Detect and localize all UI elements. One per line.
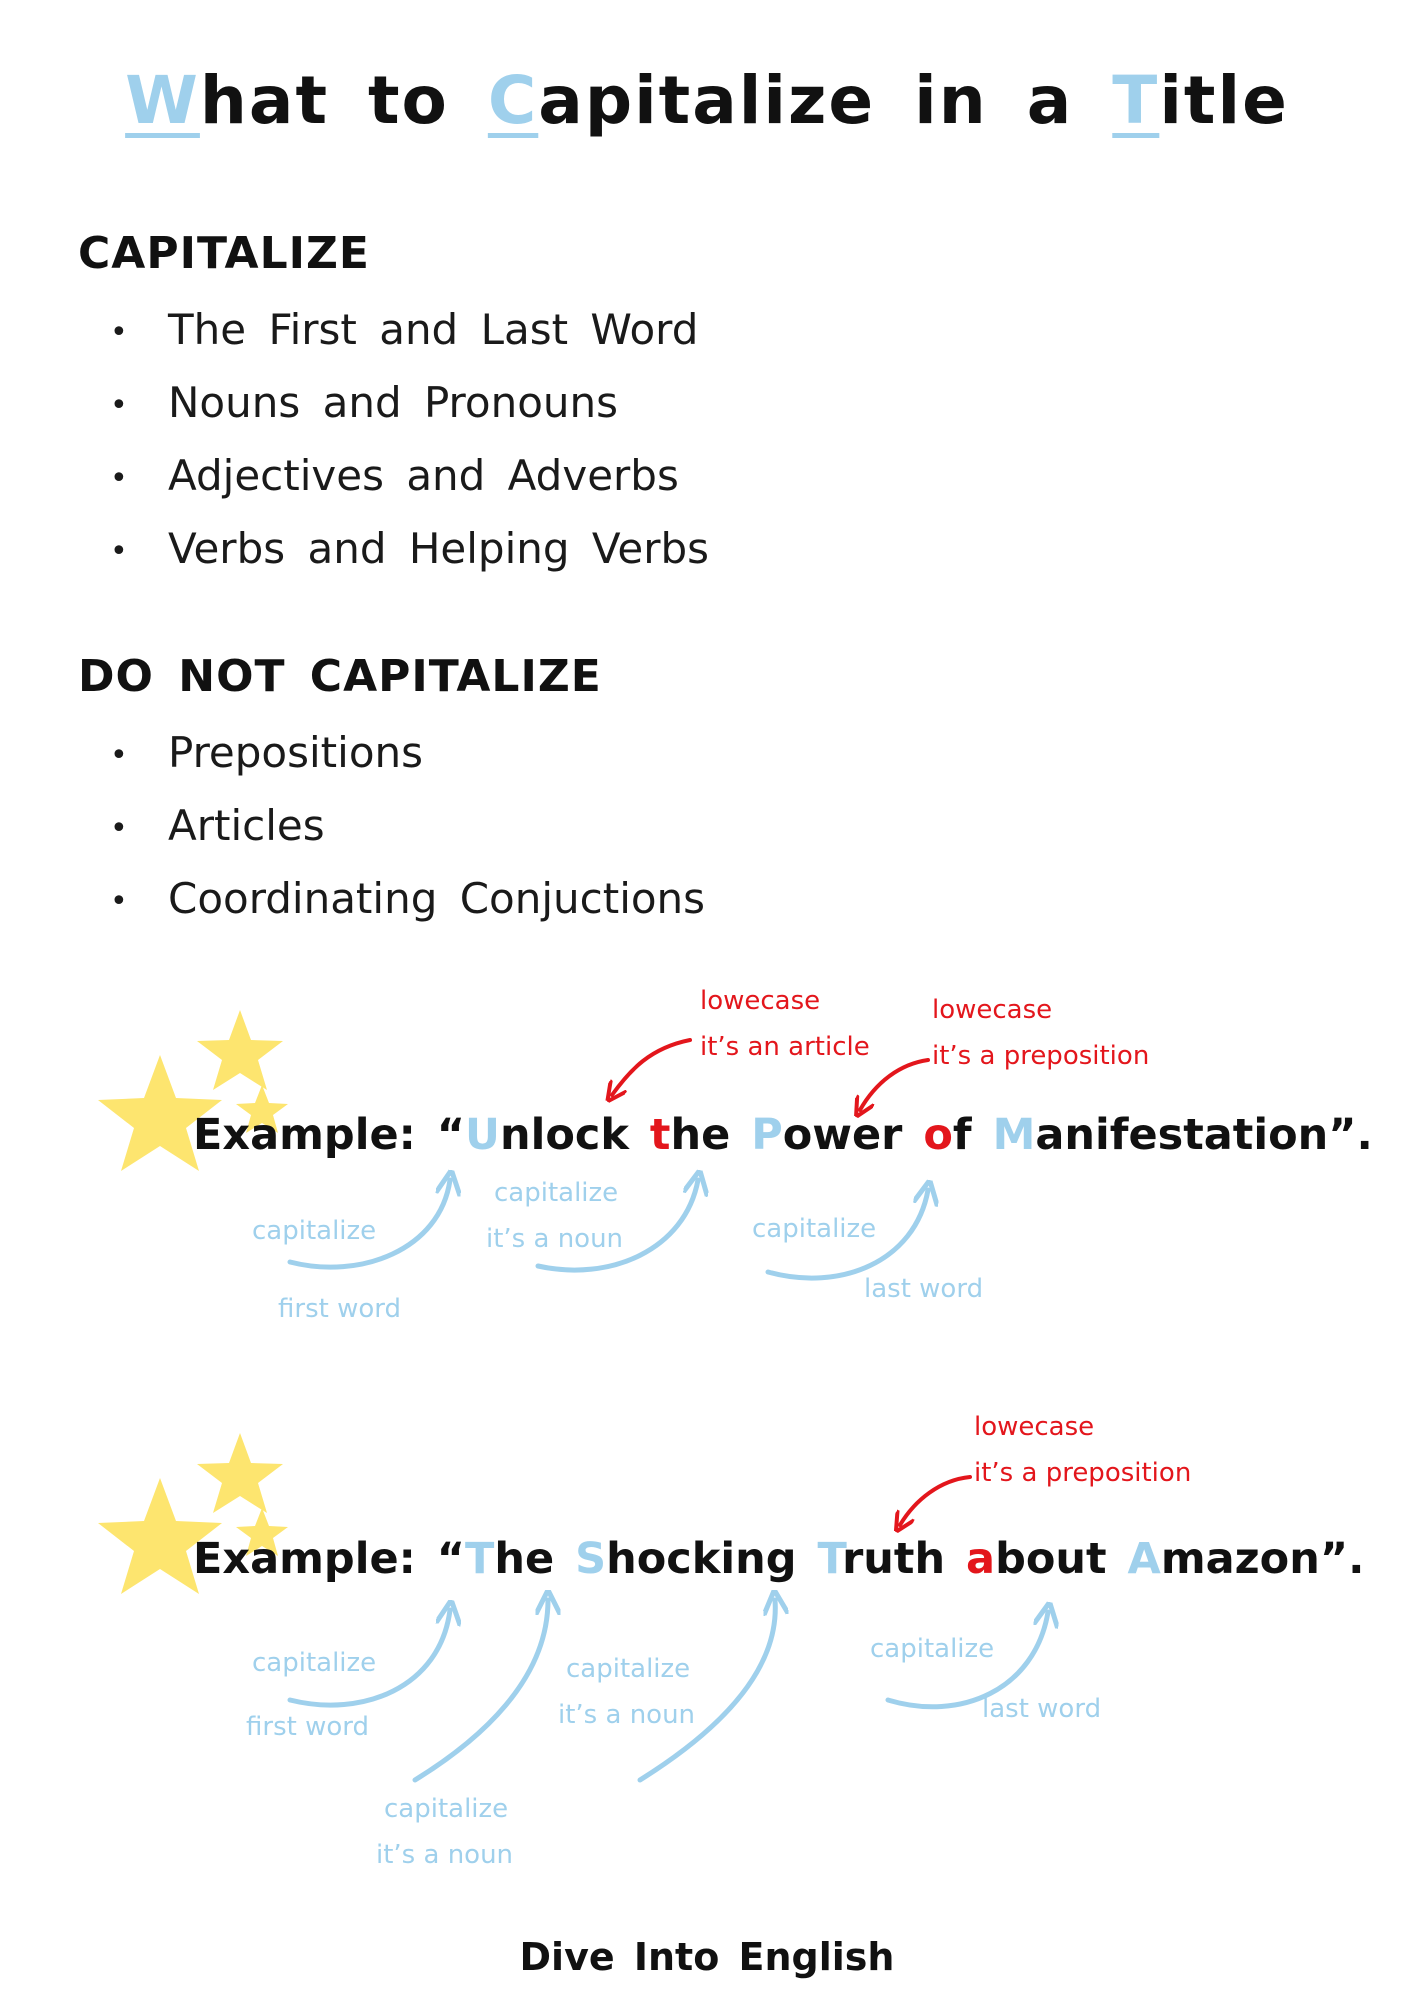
- footer-brand: Dive Into English: [519, 1935, 895, 1979]
- annotation-preposition: lowecase it’s a preposition: [932, 995, 1150, 1071]
- capitalized-letter: S: [575, 1534, 607, 1584]
- capitalized-letter: T: [817, 1534, 843, 1584]
- annotation-noun: capitalize it’s a noun: [558, 1654, 696, 1730]
- example-sentence-2: Example: “The Shocking Truth about Amazon”.: [193, 1534, 1365, 1584]
- lowercase-letter: a: [966, 1534, 996, 1584]
- annotation-preposition: lowecase it’s a preposition: [974, 1412, 1192, 1488]
- highlighted-letter: C: [487, 62, 539, 139]
- capitalized-letter: U: [465, 1110, 500, 1160]
- list-item: • Articles: [110, 789, 705, 862]
- bullet-icon: •: [110, 884, 128, 919]
- text-run: he: [670, 1110, 752, 1160]
- list-item: • The First and Last Word: [110, 293, 709, 366]
- list-item: • Coordinating Conjuctions: [110, 862, 705, 935]
- text-run: “: [436, 1534, 466, 1584]
- text-run: anifestation”.: [1035, 1110, 1373, 1160]
- example-sentence-1: Example: “Unlock the Power of Manifestation”.: [193, 1110, 1373, 1160]
- list-item: • Prepositions: [110, 716, 705, 789]
- text-run: f: [952, 1110, 993, 1160]
- text-run: ruth: [842, 1534, 967, 1584]
- curved-arrow-icon: [860, 1060, 928, 1110]
- capitalized-letter: A: [1127, 1534, 1161, 1584]
- text-run: mazon”.: [1160, 1534, 1365, 1584]
- capitalized-letter: P: [751, 1110, 783, 1160]
- bullet-icon: •: [110, 534, 128, 569]
- text-run: bout: [995, 1534, 1128, 1584]
- text-run: apitalize in a: [538, 62, 1113, 139]
- highlighted-letter: T: [1112, 62, 1160, 139]
- annotation-noun: capitalize it’s a noun: [376, 1794, 514, 1870]
- text-run: nlock: [499, 1110, 650, 1160]
- annotation-first-word: capitalize first word: [246, 1648, 377, 1742]
- bullet-icon: •: [110, 315, 128, 350]
- curved-arrow-icon: [415, 1600, 548, 1780]
- text-run: hat to: [199, 62, 488, 139]
- lowercase-letter: o: [923, 1110, 953, 1160]
- text-run: he: [494, 1534, 576, 1584]
- curved-arrow-icon: [612, 1040, 690, 1095]
- bullet-icon: •: [110, 811, 128, 846]
- annotation-article: lowecase it’s an article: [700, 986, 870, 1062]
- list-item: • Nouns and Pronouns: [110, 366, 709, 439]
- list-item: • Adjectives and Adverbs: [110, 439, 709, 512]
- text-run: hocking: [606, 1534, 818, 1584]
- list-item: • Verbs and Helping Verbs: [110, 512, 709, 585]
- highlighted-letter: W: [125, 62, 200, 139]
- lowercase-letter: t: [649, 1110, 671, 1160]
- text-run: “: [436, 1110, 466, 1160]
- capitalize-heading: CAPITALIZE: [78, 228, 370, 279]
- annotation-first-word: capitalize first word: [252, 1216, 401, 1324]
- curved-arrow-icon: [900, 1477, 970, 1525]
- capitalized-letter: T: [465, 1534, 495, 1584]
- do-not-capitalize-heading: DO NOT CAPITALIZE: [78, 651, 602, 702]
- text-run: ower: [782, 1110, 924, 1160]
- bullet-icon: •: [110, 388, 128, 423]
- annotation-noun: capitalize it’s a noun: [486, 1178, 624, 1254]
- text-run: itle: [1159, 62, 1289, 139]
- bullet-icon: •: [110, 461, 128, 496]
- capitalized-letter: M: [992, 1110, 1036, 1160]
- annotation-last-word: capitalize last word: [752, 1214, 984, 1304]
- bullet-icon: •: [110, 738, 128, 773]
- annotation-last-word: capitalize last word: [870, 1634, 1102, 1724]
